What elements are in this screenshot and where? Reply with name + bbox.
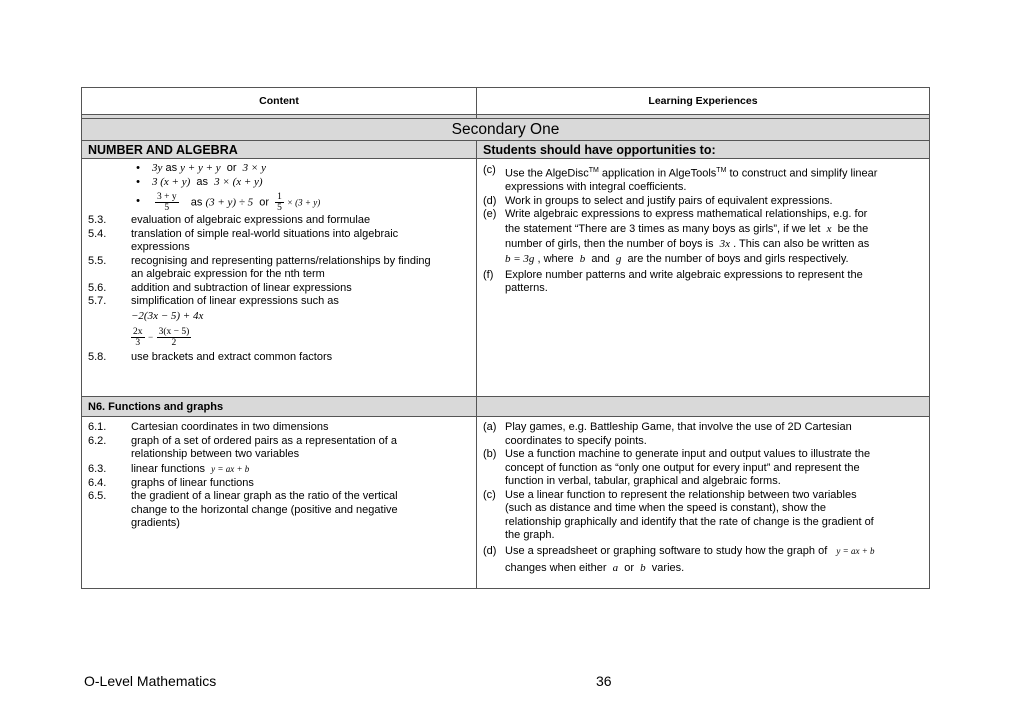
content-item [88,435,470,449]
n6-header-row [82,397,929,417]
content-item [88,228,470,242]
item-number: 6.2. [88,434,107,447]
fraction-denominator: 3 [135,338,141,348]
n6-content-cell [82,417,477,588]
experience-text: the statement “There are 3 times as many boys as girls”, if we let [505,222,821,235]
item-text: an algebraic expression for the nth term [131,268,325,280]
item-number [88,268,131,282]
item-text: graph of a set of ordered pairs as a representation of a [131,434,397,447]
content-item [88,268,470,282]
experience-text: application in AlgeTools [598,167,717,180]
math-expression: 3y [152,162,163,174]
experience-text: , where [537,252,574,265]
experience-text: number of girls, then the number of boys is [505,237,714,250]
table-header-row [82,88,929,115]
item-text: simplification of linear expressions such as [131,295,339,307]
experience-item [483,489,923,503]
section-title: Secondary One [82,119,929,140]
fraction-denominator: 2 [171,338,177,348]
experience-label [483,435,505,449]
item-text: addition and subtraction of linear expressions [131,281,352,294]
experience-text: relationship graphically and identify that the rate of change is the gradient of [505,515,874,528]
item-text: linear functions [131,462,205,475]
experience-text: Use a spreadsheet or graphing software to study how the graph of [505,544,828,557]
item-text: relationship between two variables [131,448,300,460]
experience-text: Work in groups to select and justify pairs of equivalent expressions. [505,194,833,207]
connector-text: as [165,162,178,174]
experience-item [483,448,923,462]
experience-text: varies. [651,561,685,574]
experience-text: Use a linear function to represent the relationship between two variables [505,488,857,501]
item-text: expressions [131,241,190,253]
content-item [88,351,470,365]
n6-experiences-cell [477,417,929,588]
math-expression: a [612,561,619,574]
connector-text: or [226,162,237,174]
experience-d [483,543,923,559]
item-number [88,504,131,518]
content-item [88,214,470,228]
math-expression: 3x [719,237,731,250]
experience-label: (d) [483,194,497,207]
band-left [82,115,477,118]
experience-item [483,462,923,476]
item-text: graphs of linear functions [131,476,254,489]
sub-header-row [82,141,929,159]
bullet-line-1 [88,162,470,176]
content-item [88,295,470,309]
expression-line-1 [88,309,470,325]
experience-text: function in verbal, tabular, graphical and algebraic forms. [505,475,781,487]
bullet-marker: • [136,195,140,208]
item-text: use brackets and extract common factors [131,350,333,363]
item-text: gradients) [131,517,180,529]
content-item [88,241,470,255]
bullet-line-3 [88,190,470,214]
fraction-denominator: 5 [277,202,282,213]
experience-label [483,502,505,516]
experience-item [483,435,923,449]
math-expression: (3 + y) ÷ 5 [205,195,254,208]
experience-text: changes when either [505,561,607,574]
math-operator: − [147,331,154,342]
bullet-marker: • [136,162,140,174]
experience-text: to construct and simplify linear [726,167,878,180]
fraction [157,327,192,348]
fraction-denominator: 5 [164,202,170,213]
experience-text: Play games, e.g. Battleship Game, that involve the use of 2D Cartesian [505,421,852,433]
fraction [131,327,145,348]
content-item [88,490,470,504]
experience-text: Use the AlgeDisc [505,167,589,180]
n6-item-list-2 [88,477,470,531]
fraction-numerator: 3(x − 5) [158,327,190,337]
experience-label [483,516,505,530]
experience-label [483,462,505,476]
n6-row [82,417,929,588]
math-expression: g [615,252,622,265]
math-expression: × (3 + y) [286,196,321,207]
experiences-cell [477,159,929,396]
trademark-mark: TM [588,167,599,174]
experience-label [483,529,505,543]
content-item [88,255,470,269]
experience-text: the graph. [505,529,555,541]
connector-text: as [196,176,209,188]
experience-c [483,164,923,181]
experience-label: (b) [483,448,497,460]
learning-experiences-column-header: Learning Experiences [648,95,758,107]
fraction-numerator: 1 [277,191,282,202]
math-expression: 3 × (x + y) [214,176,263,188]
item-text: change to the horizontal change (positive and negative [131,503,398,516]
item-number: 6.5. [88,490,107,502]
fraction-numerator: 3 + y [157,191,177,202]
connector-text: or [259,195,270,208]
experience-text: Explore number patterns and write algebraic expressions to represent the [505,268,863,281]
experience-e-cont [483,237,923,252]
number-algebra-row [82,159,929,397]
item-text: Cartesian coordinates in two dimensions [131,421,329,433]
experience-item [483,516,923,530]
fraction [155,192,179,213]
content-item [88,462,470,477]
content-item-list [88,214,470,309]
document-title: O-Level Mathematics [84,673,217,689]
math-expression: y + y + y [180,162,221,174]
fraction [275,192,284,213]
experience-label: (e) [483,208,497,221]
item-number: 5.4. [88,227,107,240]
content-item [88,517,470,531]
experience-d-cont [483,559,923,577]
math-expression: y = ax + b [836,545,875,556]
bullet-line-2 [88,176,470,190]
experience-e-cont [483,222,923,237]
experience-text: and [591,252,610,265]
item-number: 5.3. [88,214,107,226]
band-right [477,115,929,118]
math-expression: 3 (x + y) [152,176,191,188]
opportunities-title: Students should have opportunities to: [477,141,929,158]
item-number: 6.3. [88,462,107,475]
item-number: 5.6. [88,281,107,294]
experience-text: (such as distance and time when the speed is constant), show the [505,502,827,514]
item-number [88,241,131,255]
math-expression: x [826,222,832,235]
experience-text: expressions with integral coefficients. [505,181,687,194]
experience-label: (d) [483,544,497,557]
experience-text: Use a function machine to generate input and output values to illustrate the [505,448,871,460]
math-expression: b [579,252,586,265]
content-item [88,448,470,462]
item-text: translation of simple real-world situations into algebraic [131,227,399,240]
item-number: 5.5. [88,254,107,267]
content-item [88,504,470,518]
experience-item [483,421,923,435]
item-number: 6.4. [88,476,107,489]
section-title-row [82,119,929,141]
experience-text: . This can also be written as [733,237,870,250]
item-number [88,448,131,462]
content-item [88,421,470,435]
experience-f-cont [483,282,923,296]
content-cell [82,159,477,396]
math-expression: 3 × y [242,162,266,174]
experience-item [483,475,923,489]
experience-label: (a) [483,421,497,433]
connector-text: as [190,195,203,208]
n6-item-list [88,421,470,462]
experience-e-cont [483,252,923,267]
content-item [88,477,470,491]
item-number [88,517,131,531]
curriculum-table [81,87,930,589]
experience-item [483,529,923,543]
experience-text: are the number of boys and girls respectively. [627,252,849,265]
experience-label: (c) [483,488,496,501]
item-text: the gradient of a linear graph as the ratio of the vertical [131,490,398,502]
item-text: evaluation of algebraic expressions and formulae [131,214,371,226]
math-expression: −2(3x − 5) + 4x [131,309,204,322]
experience-text: coordinates to specify points. [505,434,647,447]
experience-text: or [624,561,635,574]
fraction-numerator: 2x [133,327,143,337]
experience-label: (f) [483,268,494,281]
math-expression: b = 3g [505,252,535,265]
content-column-header: Content [82,88,477,114]
n6-header-right [477,397,929,416]
experience-text: be the [837,222,869,235]
experience-c-cont [483,181,923,195]
page-number: 36 [596,673,612,689]
experience-label [483,475,505,489]
item-number: 5.8. [88,350,107,363]
experience-label: (c) [483,164,496,176]
experience-e [483,208,923,222]
item-number: 5.7. [88,295,107,307]
strand-title: NUMBER AND ALGEBRA [82,141,477,158]
item-number: 6.1. [88,421,107,433]
experience-text: patterns. [505,282,548,295]
experience-f [483,269,923,283]
expression-line-2 [88,325,470,351]
bullet-marker: • [136,176,140,188]
item-text: recognising and representing patterns/relationships by finding [131,254,431,267]
math-expression: b [640,561,646,574]
experience-item [483,502,923,516]
math-expression: y = ax + b [211,463,250,474]
n6-title: N6. Functions and graphs [82,397,477,416]
n6-experience-list [483,421,923,543]
experience-text: concept of function as “only one output for every input” and represent the [505,461,860,474]
content-item [88,282,470,296]
experience-text: Write algebraic expressions to express mathematical relationships, e.g. for [505,208,868,221]
trademark-mark: TM [716,167,727,174]
experience-d [483,195,923,209]
